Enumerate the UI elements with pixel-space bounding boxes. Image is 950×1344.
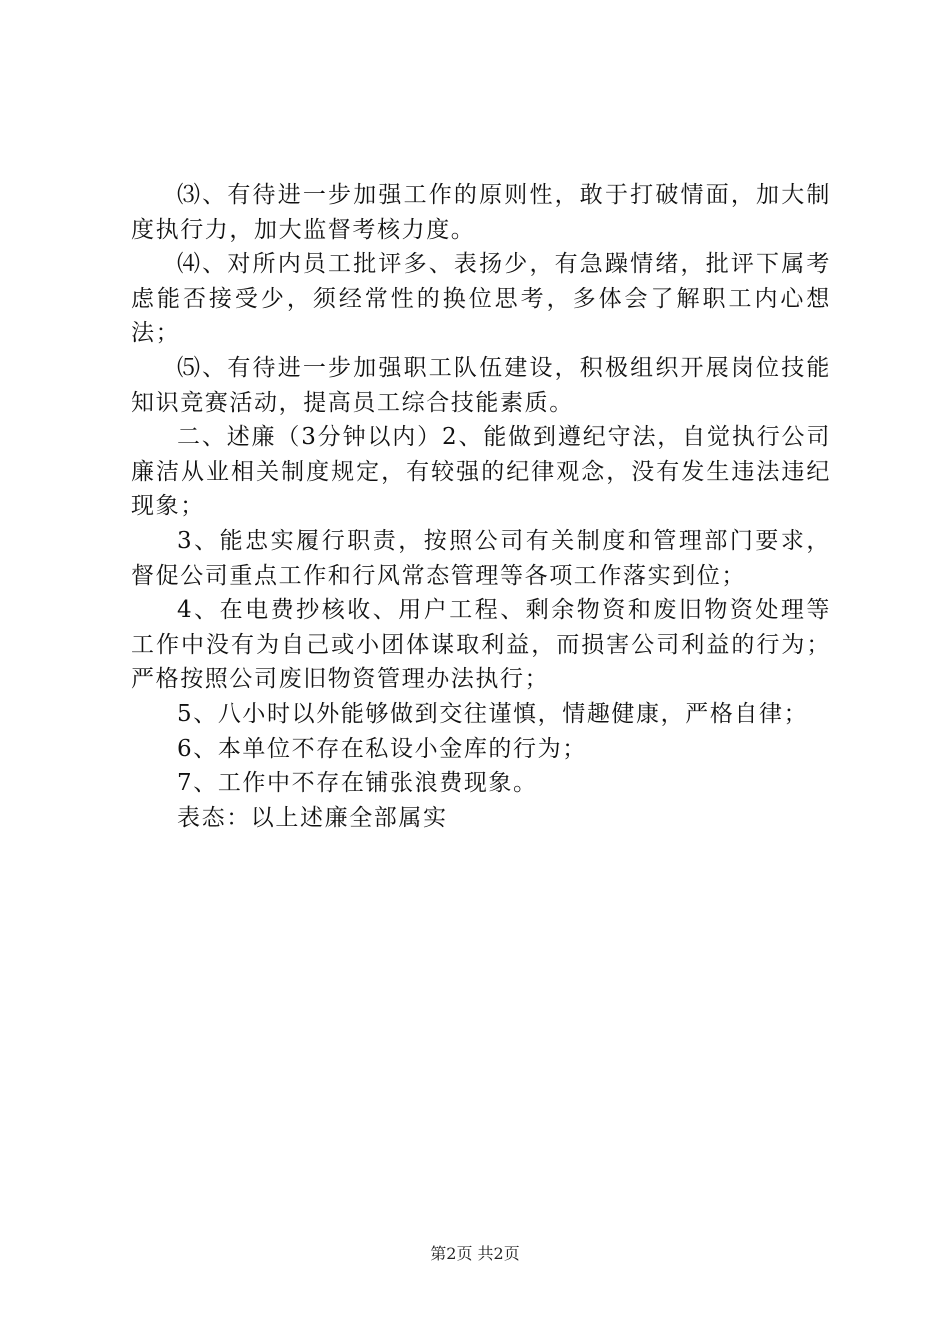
- document-body: [131, 178, 831, 835]
- paragraph-point-4: 4、在电费抄核收、用户工程、剩余物资和废旧物资处理等工作中没有为自己或小团体谋取利益，而损害公司利益的行为；严格按照公司废旧物资管理办法执行；: [131, 597, 831, 693]
- paragraph-point-3: 3、能忠实履行职责，按照公司有关制度和管理部门要求，督促公司重点工作和行风常态管理等各项工作落实到位；: [131, 527, 831, 589]
- paragraph-item-4: ⑷、对所内员工批评多、表扬少，有急躁情绪，批评下属考虑能否接受少，须经常性的换位思考，多体会了解职工内心想法；: [131, 251, 831, 347]
- paragraph-section-2: 二、述廉（3分钟以内）2、能做到遵纪守法，自觉执行公司廉洁从业相关制度规定，有较强的纪律观念，没有发生违法违纪现象；: [131, 424, 831, 520]
- paragraph-item-5: ⑸、有待进一步加强职工队伍建设，积极组织开展岗位技能知识竞赛活动，提高员工综合技能素质。: [131, 354, 831, 416]
- paragraph-item-3: ⑶、有待进一步加强工作的原则性，敢于打破情面，加大制度执行力，加大监督考核力度。: [131, 182, 831, 243]
- paragraph-point-7: 7、工作中不存在铺张浪费现象。: [177, 770, 538, 797]
- paragraph-point-5: 5、八小时以外能够做到交往谨慎，情趣健康，严格自律；: [177, 700, 809, 727]
- paragraph-statement: 表态：以上述廉全部属实: [177, 804, 448, 831]
- page-number-footer: 第2页 共2页: [430, 1244, 520, 1263]
- paragraph-point-6: 6、本单位不存在私设小金库的行为；: [177, 735, 587, 762]
